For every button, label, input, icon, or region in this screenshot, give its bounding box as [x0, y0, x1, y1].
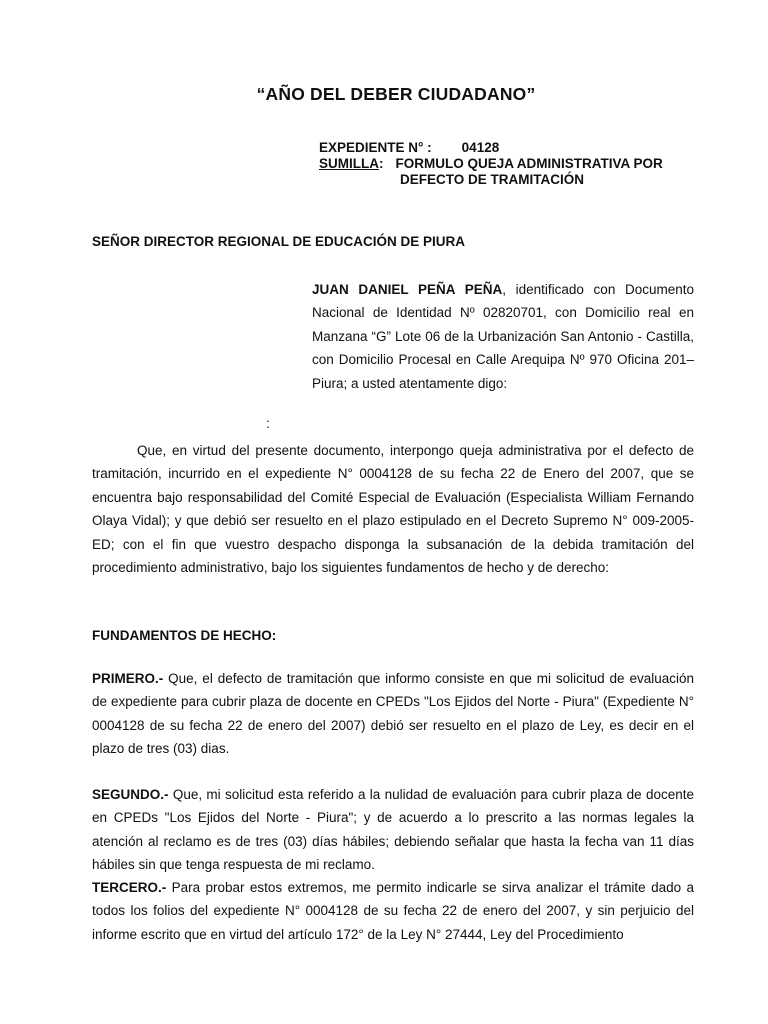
colon-mark: :	[266, 416, 270, 431]
sumilla-colon: :	[379, 156, 384, 171]
addressee: SEÑOR DIRECTOR REGIONAL DE EDUCACIÓN DE PIURA	[92, 234, 466, 249]
segundo-label: SEGUNDO.-	[92, 787, 169, 802]
expediente-number: 04128	[461, 140, 500, 155]
sumilla-text-line2: DEFECTO DE TRAMITACIÓN	[400, 172, 584, 187]
segundo-paragraph	[92, 783, 694, 877]
fundamentos-heading: FUNDAMENTOS DE HECHO:	[92, 628, 277, 643]
tercero-label: TERCERO.-	[92, 880, 167, 895]
tercero-text: Para probar estos extremos, me permito indicarle se sirva analizar el trámite dado a todos los folios del expediente N° 0004128 de su fecha 22 de enero del 2007, y sin perjuicio del informe escrito que en virtud del artículo 172° de la Ley N° 27444, Ley del Procedimiento	[92, 880, 694, 942]
sumilla-line	[319, 156, 663, 171]
expediente-label: EXPEDIENTE N° :	[319, 140, 432, 155]
document-title: “AÑO DEL DEBER CIUDADANO”	[256, 84, 536, 104]
petitioner-details: , identificado con Documento Nacional de Identidad Nº 02820701, con Domicilio real en Manzana “G” Lote 06 de la Urbanización San Antonio - Castilla, con Domicilio Procesal en Calle Arequipa Nº 970 Oficina 201– Piura; a usted atentamente digo:	[312, 282, 695, 391]
petitioner-name: JUAN DANIEL PEÑA PEÑA	[312, 282, 503, 297]
segundo-text: Que, mi solicitud esta referido a la nulidad de evaluación para cubrir plaza de docente en CPEDs "Los Ejidos del Norte - Piura"; y de acuerdo a lo prescrito a las normas legales la atención al reclamo es de tres (03) días hábiles; debiendo señalar que hasta la fecha van 11 días hábiles sin que tenga respuesta de mi reclamo.	[92, 787, 694, 873]
expediente-line	[319, 140, 499, 155]
petitioner-identification	[312, 278, 694, 395]
tercero-paragraph	[92, 876, 694, 946]
sumilla-label: SUMILLA	[319, 156, 379, 171]
primero-label: PRIMERO.-	[92, 671, 164, 686]
primero-paragraph	[92, 667, 694, 761]
intro-paragraph: Que, en virtud del presente documento, interpongo queja administrativa por el defecto de tramitación, incurrido en el expediente N° 0004128 de su fecha 22 de Enero del 2007, que se encuentra bajo responsabilidad del Comité Especial de Evaluación (Especialista William Fernando Olaya Vidal); y que debió ser resuelto en el plazo estipulado en el Decreto Supremo N° 009-2005-ED; con el fin que vuestro despacho disponga la subsanación de la debida tramitación del procedimiento administrativo, bajo los siguientes fundamentos de hecho y de derecho:	[92, 443, 694, 576]
primero-text: Que, el defecto de tramitación que informo consiste en que mi solicitud de evaluación de expediente para cubrir plaza de docente en CPEDs "Los Ejidos del Norte - Piura" (Expediente N° 0004128 de su fecha 22 de enero del 2007) debió ser resuelto en el plazo de Ley, es decir en el plazo de tres (03) dias.	[92, 671, 694, 757]
sumilla-text-line1: FORMULO QUEJA ADMINISTRATIVA POR	[395, 156, 663, 171]
